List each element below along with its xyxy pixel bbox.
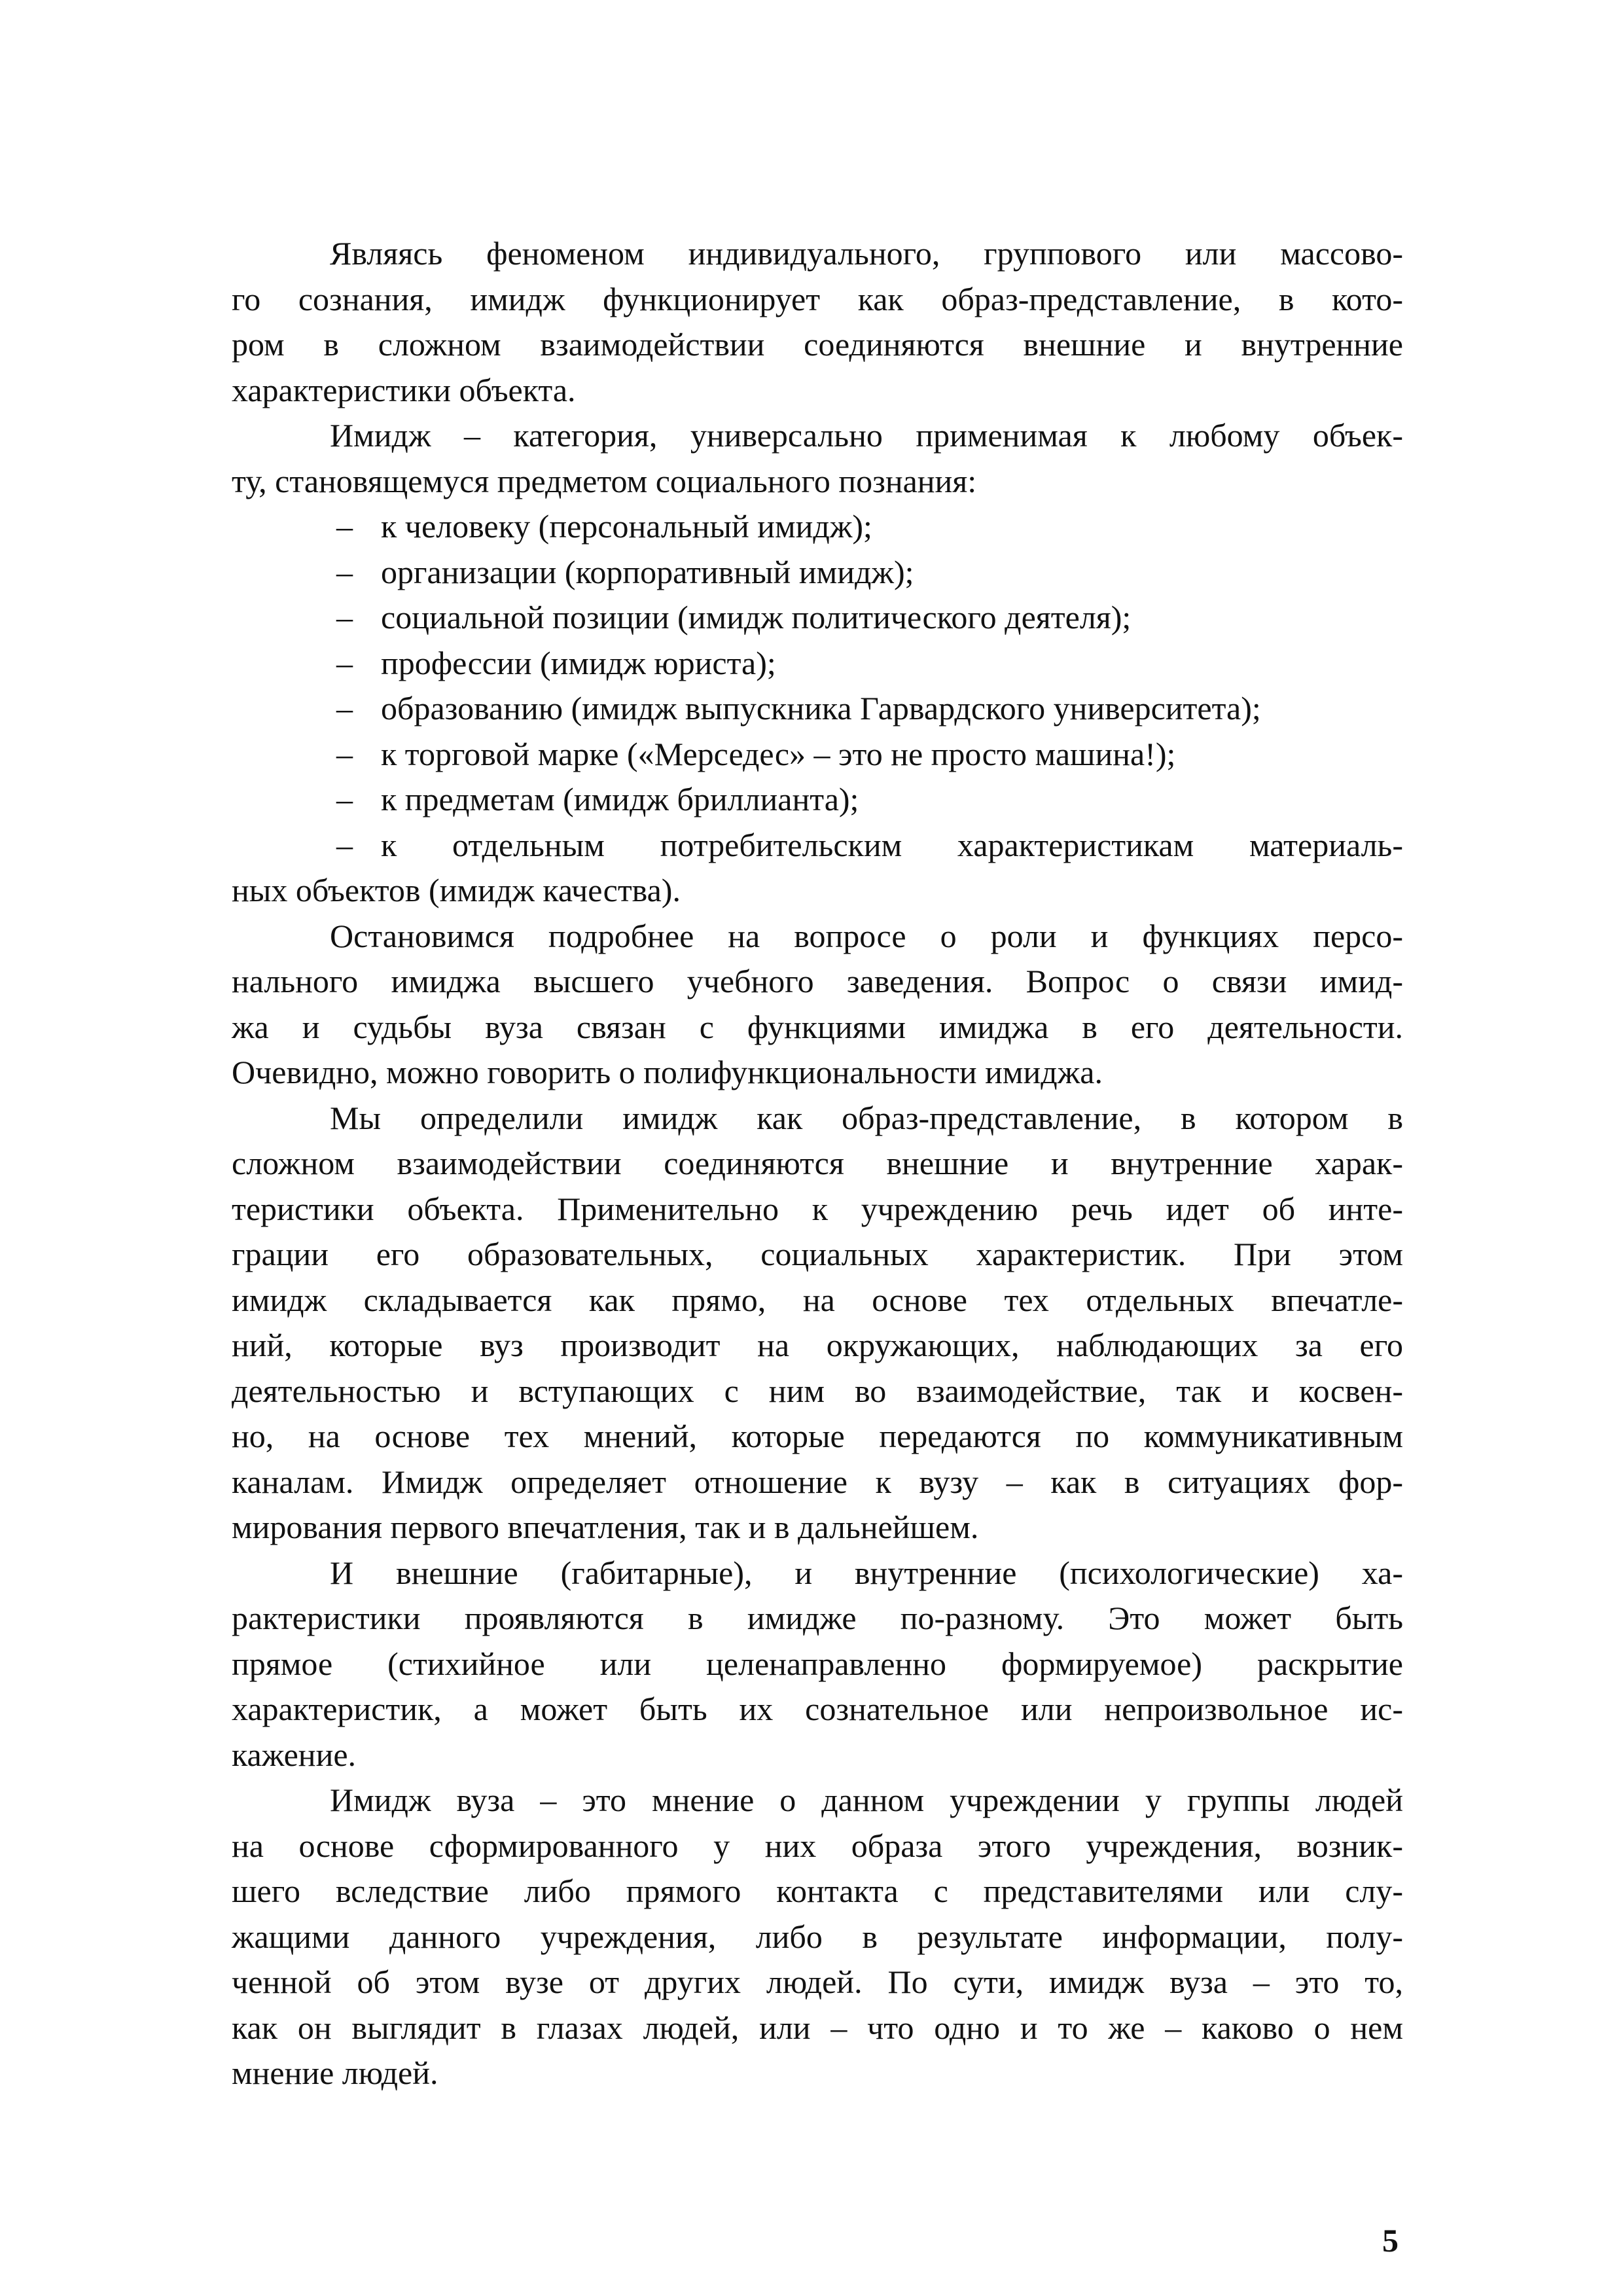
list-item — [232, 686, 1403, 732]
paragraph-line: шего вследствие либо прямого контакта с представителями или слу- — [232, 1873, 1403, 1909]
paragraph-line: нального имиджа высшего учебного заведения. Вопрос о связи имид- — [232, 963, 1403, 999]
list-item-text: социальной позиции (имидж политического деятеля); — [381, 599, 1132, 636]
paragraph-line: ченной об этом вузе от других людей. По сути, имидж вуза – это то, — [232, 1964, 1403, 2000]
paragraph-line: жащими данного учреждения, либо в результате информации, полу- — [232, 1918, 1403, 1955]
list-item-text: профессии (имидж юриста); — [381, 644, 776, 681]
paragraph-line: Являясь феноменом индивидуального, группового или массово- — [330, 235, 1403, 272]
list-item-continuation: ных объектов (имидж качества). — [232, 872, 681, 908]
paragraph-line: характеристики объекта. — [232, 371, 576, 408]
paragraph-line: го сознания, имидж функционирует как образ-представление, в кото- — [232, 280, 1403, 317]
paragraph-line: Имидж вуза – это мнение о данном учреждении у группы людей — [330, 1782, 1403, 1818]
paragraph-line: характеристик, а может быть их сознательное или непроизвольное ис- — [232, 1691, 1403, 1727]
paragraph-line: ний, которые вуз производит на окружающих, наблюдающих за его — [232, 1327, 1403, 1363]
paragraph-line: ту, становящемуся предметом социального познания: — [232, 462, 977, 499]
list-item — [232, 641, 1403, 687]
list-item — [232, 823, 1403, 869]
list-item — [232, 595, 1403, 641]
paragraph-line: каналам. Имидж определяет отношение к вузу – как в ситуациях фор- — [232, 1463, 1403, 1500]
page-number: 5 — [1382, 2222, 1399, 2259]
list-item-text: организации (корпоративный имидж); — [381, 553, 914, 590]
list-item-text: к торговой марке («Мерседес» – это не просто машина!); — [381, 735, 1176, 772]
paragraph-line: рактеристики проявляются в имидже по-разному. Это может быть — [232, 1600, 1403, 1636]
paragraph-line: имидж складывается как прямо, на основе тех отдельных впечатле- — [232, 1281, 1403, 1318]
list-dash: – — [336, 553, 353, 590]
paragraph-line: деятельностью и вступающих с ним во взаимодействие, так и косвен- — [232, 1372, 1403, 1409]
paragraph-line: теристики объекта. Применительно к учреждению речь идет об инте- — [232, 1190, 1403, 1227]
list-dash: – — [336, 644, 353, 681]
paragraph-line: но, на основе тех мнений, которые передаются по коммуникативным — [232, 1418, 1403, 1454]
list-item-text: к человеку (персональный имидж); — [381, 508, 872, 545]
paragraph-line: жа и судьбы вуза связан с функциями имиджа в его деятельности. — [232, 1008, 1403, 1045]
paragraph-line: сложном взаимодействии соединяются внешние и внутренние харак- — [232, 1145, 1403, 1181]
list-dash: – — [336, 690, 353, 726]
paragraph-line: Мы определили имидж как образ-представление, в котором в — [330, 1099, 1403, 1136]
list-dash: – — [336, 599, 353, 636]
list-dash: – — [336, 781, 353, 817]
list-dash: – — [336, 508, 353, 545]
paragraph-line: Очевидно, можно говорить о полифункциональности имиджа. — [232, 1054, 1103, 1090]
paragraph-line: Имидж – категория, универсально применимая к любому объек- — [330, 417, 1403, 454]
paragraph-line: прямое (стихийное или целенаправленно формируемое) раскрытие — [232, 1645, 1403, 1682]
paragraph-line: грации его образовательных, социальных характеристик. При этом — [232, 1236, 1403, 1272]
paragraph-line: ром в сложном взаимодействии соединяются внешние и внутренние — [232, 326, 1403, 363]
list-item — [232, 504, 1403, 550]
paragraph-line: мирования первого впечатления, так и в дальнейшем. — [232, 1509, 979, 1545]
paragraph-line: мнение людей. — [232, 2054, 438, 2091]
list-dash: – — [336, 826, 353, 863]
paragraph-line: как он выглядит в глазах людей, или – что одно и то же – каково о нем — [232, 2009, 1403, 2046]
list-item-text: к предметам (имидж бриллианта); — [381, 781, 859, 817]
page-body — [232, 231, 1403, 2096]
list-item-text: к отдельным потребительским характеристикам материаль- — [381, 826, 1403, 863]
list-item — [232, 777, 1403, 823]
paragraph-line: на основе сформированного у них образа этого учреждения, возник- — [232, 1827, 1403, 1864]
list-item — [232, 732, 1403, 778]
list-item-text: образованию (имидж выпускника Гарвардского университета); — [381, 690, 1261, 726]
paragraph-line: Остановимся подробнее на вопросе о роли и функциях персо- — [330, 917, 1403, 954]
paragraph-line: И внешние (габитарные), и внутренние (психологические) ха- — [330, 1554, 1403, 1591]
list-item — [232, 550, 1403, 596]
paragraph-line: кажение. — [232, 1736, 357, 1773]
list-dash: – — [336, 735, 353, 772]
